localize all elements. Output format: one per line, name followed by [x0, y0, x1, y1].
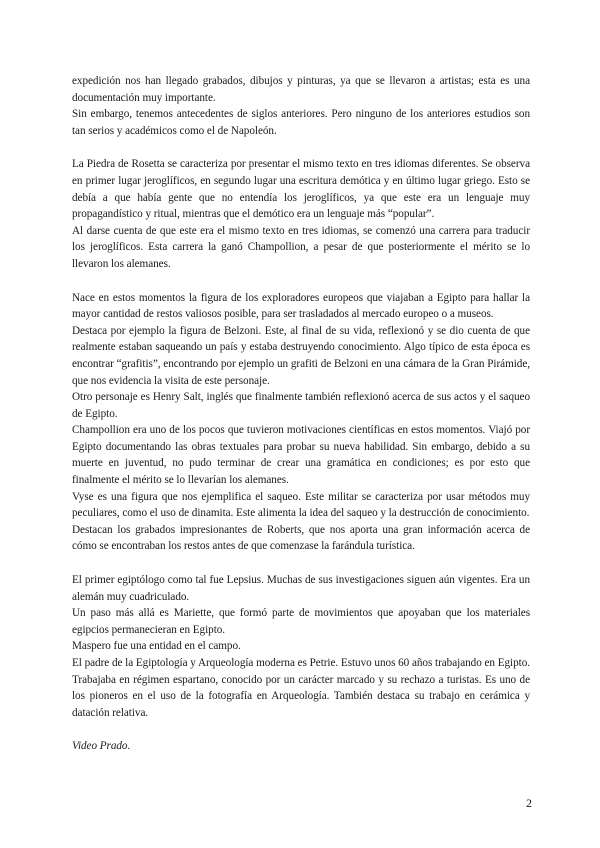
paragraph-petrie: El padre de la Egiptología y Arqueología moderna es Petrie. Estuvo unos 60 años trabajando en Egipto. Trabajaba en régimen espartano, conocido por un carácter marcado y su rechazo a turistas. Es uno de los pioneros en el uso de la fotografía en Arqueología. También destaca su trabajo en cerámica y datación relativa.	[72, 657, 530, 719]
paragraph-exploradores: Nace en estos momentos la figura de los exploradores europeos que viajaban a Egipto para hallar la mayor cantidad de restos valiosos posible, para ser trasladados al mercado europeo o a museos.	[72, 291, 530, 321]
paragraph-piedra-rosetta: La Piedra de Rosetta se caracteriza por presentar el mismo texto en tres idiomas diferentes. Se observa en primer lugar jeroglíficos, en segundo lugar una escritura demótica y en último lugar griego. Esto se debía a que había gente que no entendía los jeroglíficos, ya que este era un lenguaje muy propagandístico y ritual, mientras que el demótico era un lenguaje más “popular”.	[72, 158, 530, 221]
paragraph-henry-salt: Otro personaje es Henry Salt, inglés que finalmente también reflexionó acerca de sus actos y el saqueo de Egipto.	[72, 391, 530, 420]
document-page	[72, 73, 530, 755]
paragraph-antecedentes: Sin embargo, tenemos antecedentes de siglos anteriores. Pero ninguno de los anteriores estudios son tan serios y académicos como el de Napoleón.	[72, 108, 530, 137]
paragraph-gap	[72, 273, 530, 290]
video-reference: Video Prado.	[72, 740, 131, 753]
paragraph-vyse: Vyse es una figura que nos ejemplifica el saqueo. Este militar se caracteriza por usar métodos muy peculiares, como el uso de dinamita. Este alimenta la idea del saqueo y la destrucción de conocimiento.	[72, 490, 530, 520]
paragraph-roberts: Destacan los grabados impresionantes de Roberts, que nos aporta una gran información acerca de cómo se encontraban los restos antes de que comenzase la farándula turística.	[72, 523, 530, 553]
paragraph-maspero: Maspero fue una entidad en el campo.	[72, 640, 241, 653]
paragraph-belzoni: Destaca por ejemplo la figura de Belzoni. Este, al final de su vida, reflexionó y se dio cuenta de que realmente estaban saqueando un país y estaba destruyendo conocimiento. Algo típico de esta época es encontrar “grafitis”, encontrando por ejemplo un grafiti de Belzoni en una cámara de la Gran Pirámide, que nos evidencia la visita de este personaje.	[72, 324, 530, 387]
paragraph-mariette: Un paso más allá es Mariette, que formó parte de movimientos que apoyaban que los materiales egipcios permanecieran en Egipto.	[72, 607, 530, 636]
paragraph-gap	[72, 139, 530, 156]
paragraph-gap	[72, 721, 530, 738]
paragraph-carrera-traduccion: Al darse cuenta de que este era el mismo texto en tres idiomas, se comenzó una carrera para traducir los jeroglíficos. Esta carrera la ganó Champollion, a pesar de que posteriormente el mérito se lo llevaron los alemanes.	[72, 224, 530, 270]
paragraph-champollion: Champollion era uno de los pocos que tuvieron motivaciones científicas en estos momentos. Viajó por Egipto documentando las obras textuales para probar su nueva habilidad. Sin embargo, debido a su muerte en juventud, no pudo terminar de crear una gramática en condiciones; es por esto que finalmente el mérito se lo llevarían los alemanes.	[72, 424, 530, 487]
paragraph-gap	[72, 555, 530, 572]
paragraph-lepsius: El primer egiptólogo como tal fue Lepsius. Muchas de sus investigaciones siguen aún vigentes. Era un alemán muy cuadriculado.	[72, 574, 530, 603]
paragraph-napoleon-expedition: expedición nos han llegado grabados, dibujos y pinturas, ya que se llevaron a artistas; esta es una documentación muy importante.	[72, 75, 530, 104]
page-number: 2	[526, 796, 532, 810]
